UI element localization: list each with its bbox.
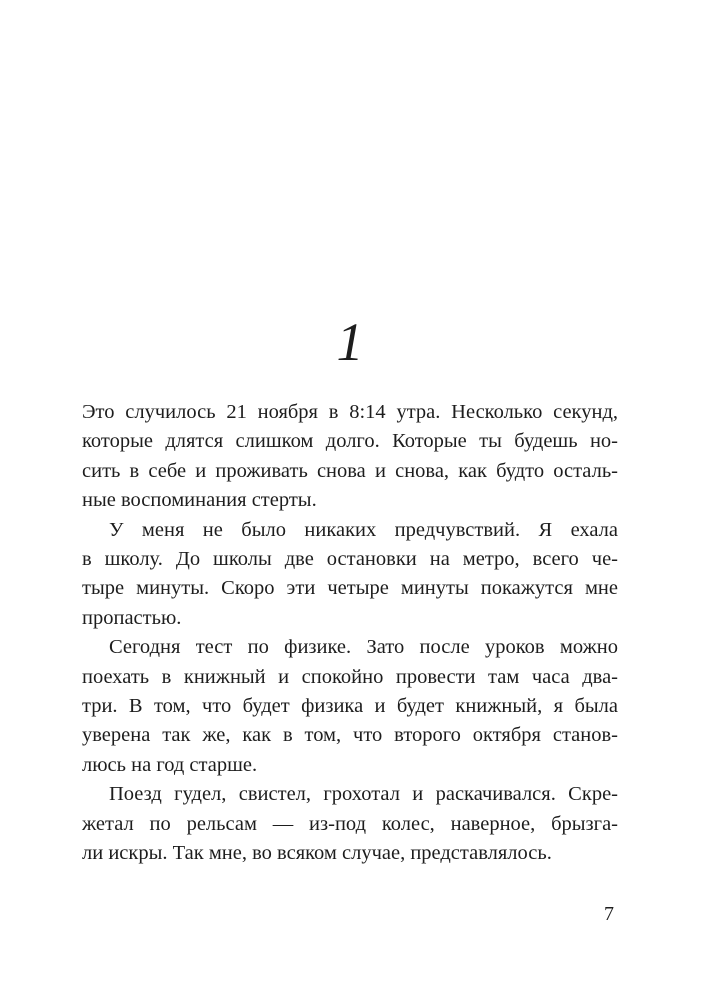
paragraph bbox=[82, 516, 618, 634]
text-line: ные воспоминания стерты. bbox=[82, 489, 317, 512]
text-line: жетал по рельсам — из-под колес, наверное, брызга- bbox=[82, 812, 618, 835]
text-line: сить в себе и проживать снова и снова, как будто осталь- bbox=[82, 459, 618, 482]
text-line: Сегодня тест по физике. Зато после уроков можно bbox=[109, 636, 618, 659]
chapter-number: 1 bbox=[336, 312, 364, 372]
paragraph bbox=[82, 398, 618, 516]
text-line: поехать в книжный и спокойно провести там часа два- bbox=[82, 665, 618, 688]
page-number: 7 bbox=[604, 903, 614, 925]
text-line: люсь на год старше. bbox=[82, 753, 258, 776]
paragraph bbox=[82, 780, 618, 868]
text-line: уверена так же, как в том, что второго октября станов- bbox=[82, 724, 618, 747]
text-line: три. В том, что будет физика и будет книжный, я была bbox=[82, 695, 618, 718]
text-line: ли искры. Так мне, во всяком случае, представлялось. bbox=[82, 842, 552, 865]
text-line: У меня не было никаких предчувствий. Я ехала bbox=[109, 518, 618, 541]
body-text bbox=[82, 398, 618, 869]
text-line: тыре минуты. Скоро эти четыре минуты покажутся мне bbox=[82, 577, 618, 600]
text-line: пропастью. bbox=[82, 606, 182, 629]
paragraph bbox=[82, 633, 618, 780]
text-line: в школу. До школы две остановки на метро, всего че- bbox=[82, 548, 618, 571]
text-line: Это случилось 21 ноября в 8:14 утра. Несколько секунд, bbox=[82, 401, 618, 423]
text-line: которые длятся слишком долго. Которые ты будешь но- bbox=[82, 430, 618, 453]
text-line: Поезд гудел, свистел, грохотал и раскачивался. Скре- bbox=[109, 783, 618, 806]
